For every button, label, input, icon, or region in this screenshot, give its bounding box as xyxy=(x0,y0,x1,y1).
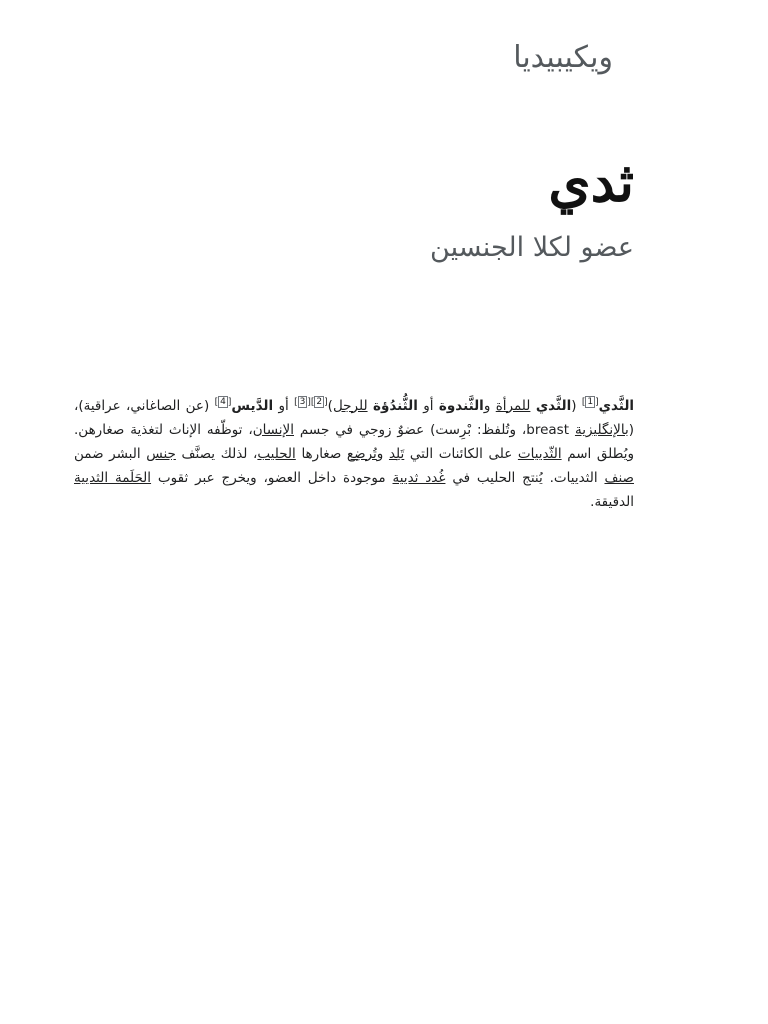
link-woman[interactable]: للمرأة xyxy=(495,397,531,414)
link-breastfeed[interactable]: تُرضِع xyxy=(346,445,377,462)
lead-text: البشر ضمن xyxy=(74,445,147,462)
term-bold: الثَّدي xyxy=(598,397,635,414)
term-bold: الثَّندوة xyxy=(438,397,484,414)
lead-text: ) xyxy=(327,397,333,414)
page-title: ثدي xyxy=(548,150,634,214)
reference-2[interactable]: [2] xyxy=(310,397,328,407)
lead-text: على الكائنات التي xyxy=(404,445,518,462)
page-subtitle: عضو لكلا الجنسين xyxy=(430,232,634,263)
link-genus[interactable]: جنس xyxy=(146,445,176,462)
lead-text: أو xyxy=(417,397,439,414)
lead-text: و xyxy=(483,397,496,414)
reference-3[interactable]: [3] xyxy=(294,397,311,407)
lead-text: breast، وتُلفظ: بْرِست) عضوٌ زوجي في جسم xyxy=(294,421,575,438)
lead-paragraph xyxy=(74,394,634,514)
lead-text: الثدييات. يُنتج الحليب في xyxy=(445,469,605,486)
lead-text: (عن الصاغاني، عراقية)،( xyxy=(74,397,635,438)
link-mammals[interactable]: الثّدييات xyxy=(517,445,562,462)
term-bold: الثُّندُؤة xyxy=(372,397,418,414)
reference-4[interactable]: [4] xyxy=(214,397,232,407)
link-milk[interactable]: الحليب xyxy=(257,445,296,462)
link-give-birth[interactable]: تَلِد xyxy=(388,445,405,462)
link-man[interactable]: للرجل xyxy=(332,397,368,414)
lead-text: موجودة داخل العضو، ويخرج عبر ثقوب xyxy=(151,469,393,486)
lead-text: و xyxy=(376,445,389,462)
link-class[interactable]: صنف xyxy=(604,469,634,486)
reference-1[interactable]: [1] xyxy=(581,397,599,407)
link-mammary-glands[interactable]: غُدد ثديية xyxy=(392,469,446,486)
wikipedia-wordmark[interactable]: ويكيبيديا xyxy=(513,40,613,75)
term-bold: الدَّيس xyxy=(231,397,274,414)
lead-text: ( xyxy=(571,397,582,414)
link-english[interactable]: بالإنگليزية xyxy=(574,421,629,438)
lead-text: الدقيقة. xyxy=(590,493,634,510)
lead-text: أو xyxy=(273,397,295,414)
lead-text: ، لذلك يصنَّف xyxy=(175,445,258,462)
link-human[interactable]: الإنسان xyxy=(252,421,294,438)
term-bold: الثَّدي xyxy=(535,397,572,414)
lead-text: ، توظّفه الإناث لتغذية صغارهن. ويُطلق اسم xyxy=(74,421,635,462)
lead-text: صغارها xyxy=(295,445,347,462)
link-nipple[interactable]: الحَلَمة الثديية xyxy=(74,469,152,486)
